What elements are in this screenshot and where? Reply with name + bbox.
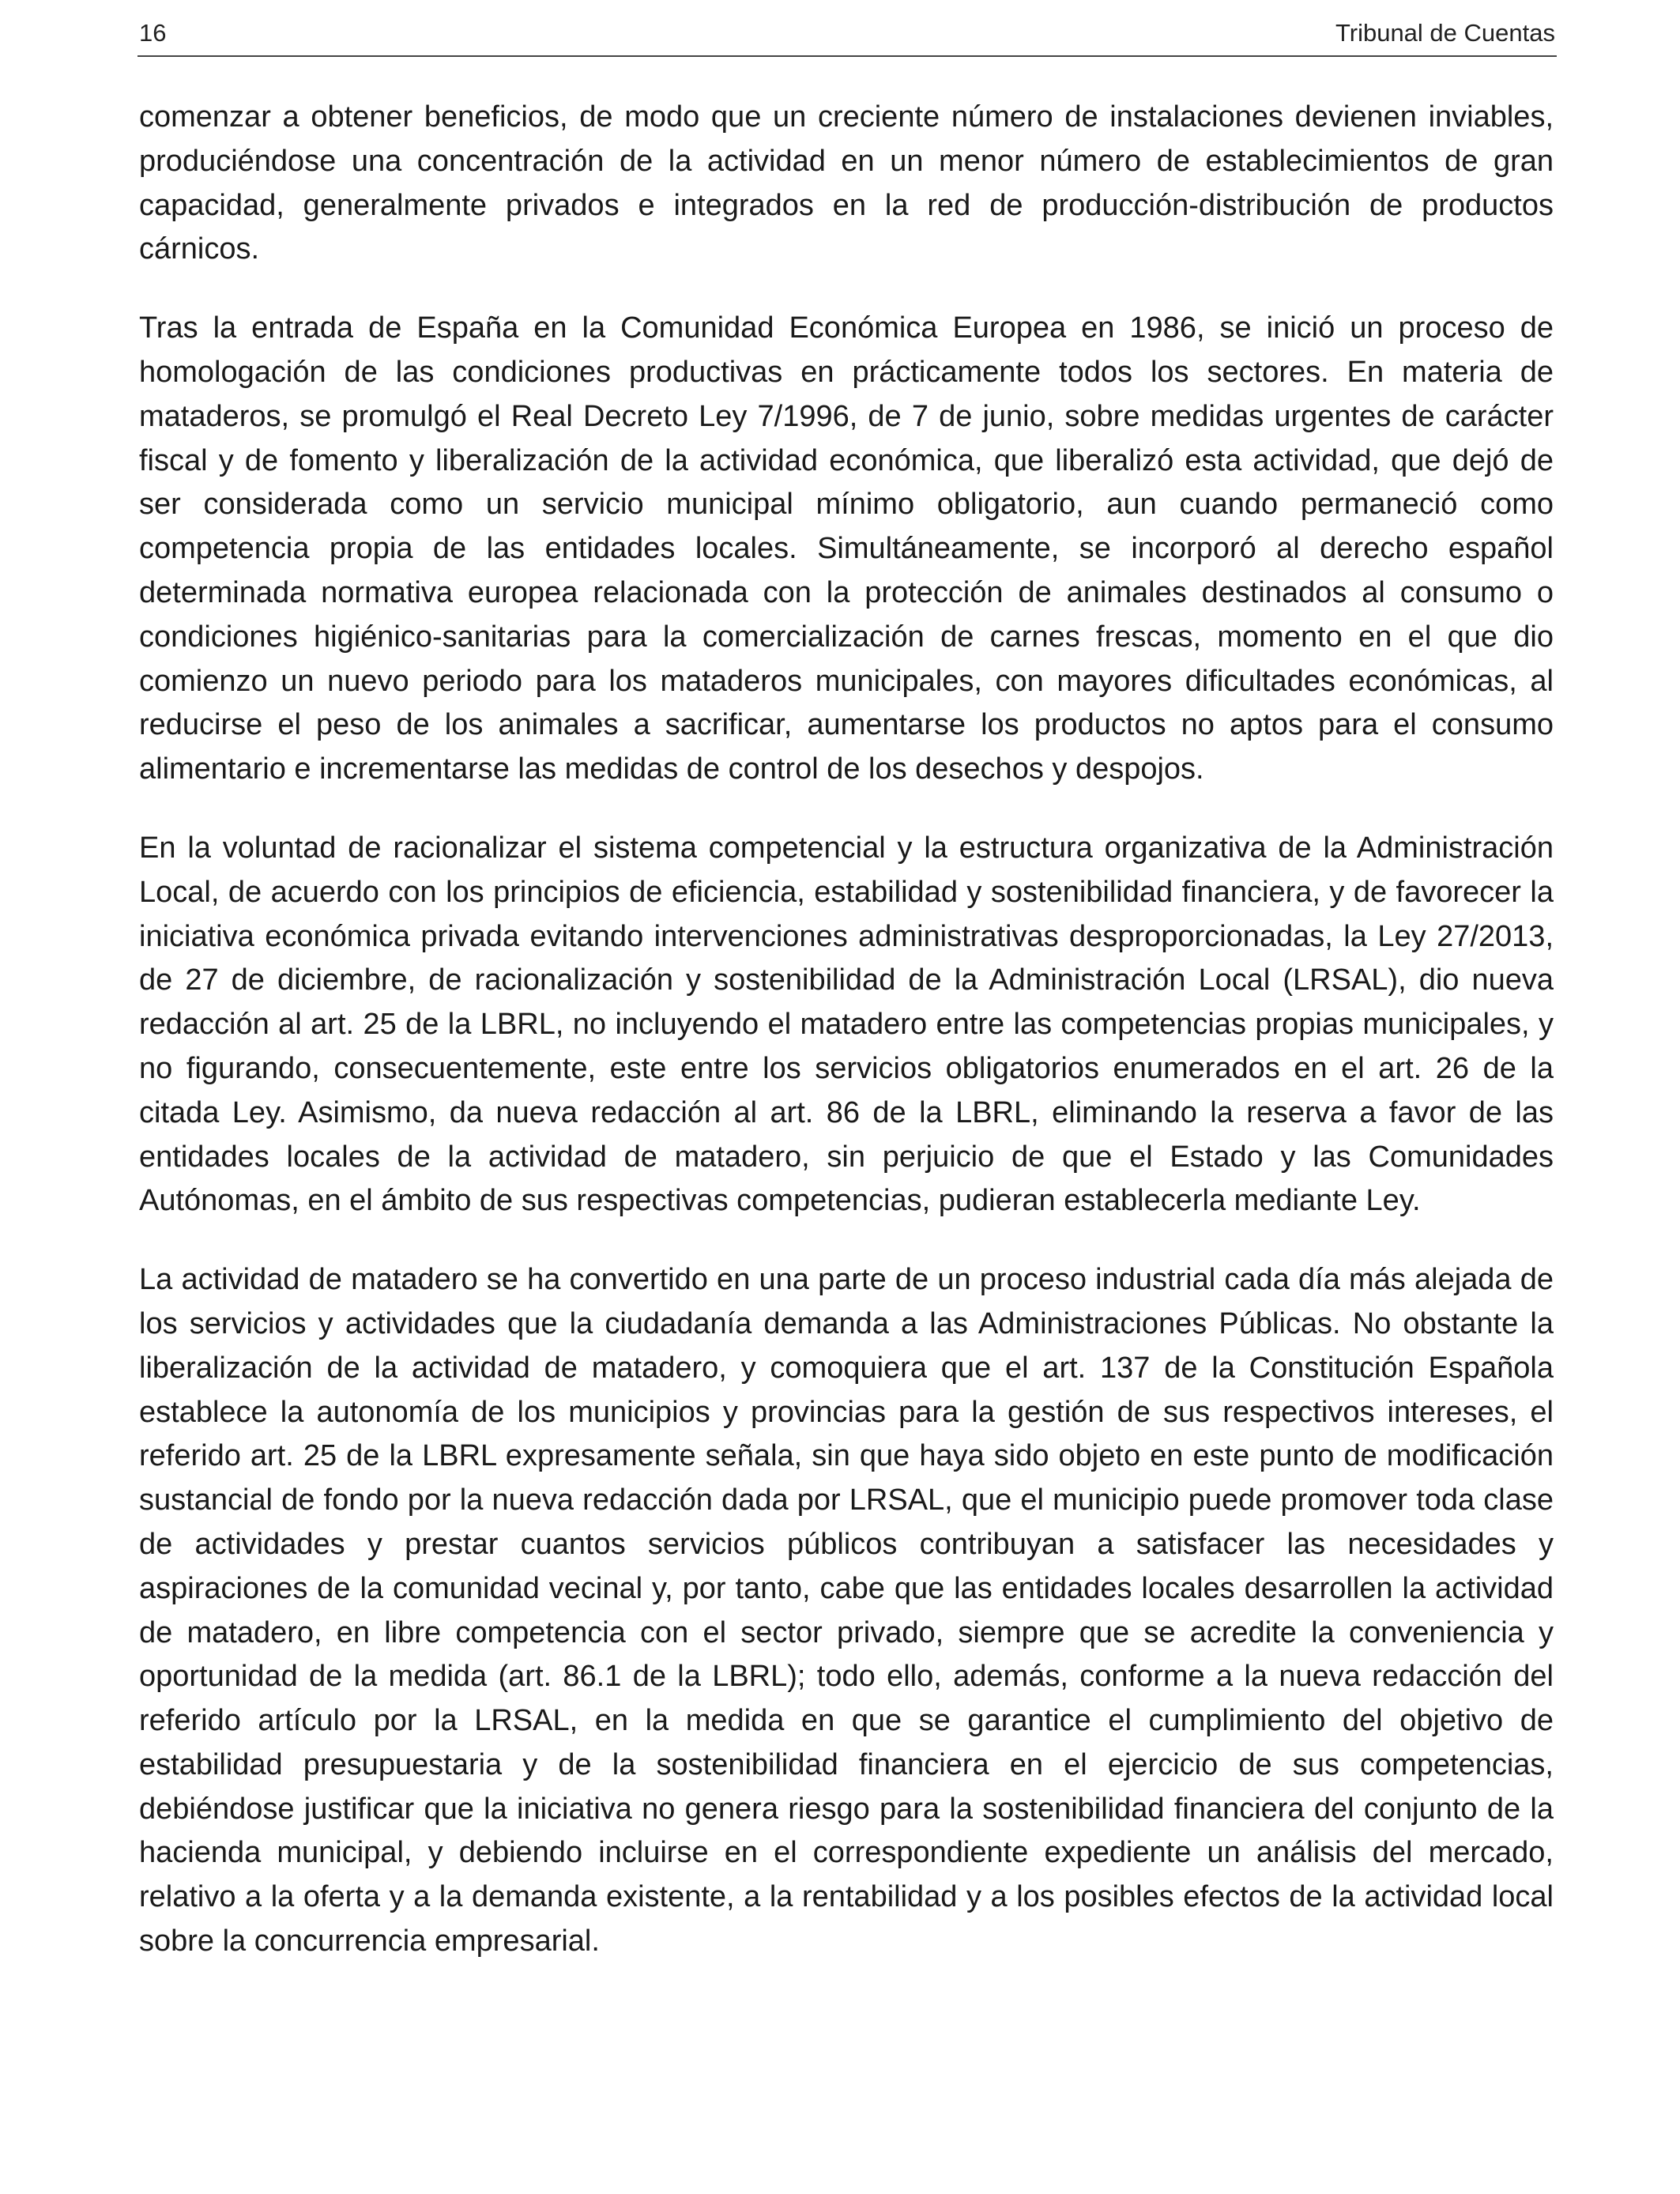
body-text: [139, 96, 1554, 1999]
paragraph-3: En la voluntad de racionalizar el sistema competencial y la estructura organizativa de la Administración Local, de acuerdo con los principios de eficiencia, estabilidad y sostenibilidad financiera, y de favorecer la iniciativa económica privada evitando intervenciones administrativas desproporcionadas, la Ley 27/2013, de 27 de diciembre, de racionalización y sostenibilidad de la Administración Local (LRSAL), dio nueva redacción al art. 25 de la LBRL, no incluyendo el matadero entre las competencias propias municipales, y no figurando, consecuentemente, este entre los servicios obligatorios enumerados en el art. 26 de la citada Ley. Asimismo, da nueva redacción al art. 86 de la LBRL, eliminando la reserva a favor de las entidades locales de la actividad de matadero, sin perjuicio de que el Estado y las Comunidades Autónomas, en el ámbito de sus respectivas competencias, pudieran establecerla mediante Ley.: [139, 831, 1554, 1218]
paragraph-4: La actividad de matadero se ha convertido en una parte de un proceso industrial cada día más alejada de los servicios y actividades que la ciudadanía demanda a las Administraciones Públicas. No obstante la liberalización de la actividad de matadero, y comoquiera que el art. 137 de la Constitución Española establece la autonomía de los municipios y provincias para la gestión de sus respectivos intereses, el referido art. 25 de la LBRL expresamente señala, sin que haya sido objeto en este punto de modificación sustancial de fondo por la nueva redacción dada por LRSAL, que el municipio puede promover toda clase de actividades y prestar cuantos servicios públicos contribuyan a satisfacer las necesidades y aspiraciones de la comunidad vecinal y, por tanto, cabe que las entidades locales desarrollen la actividad de matadero, en libre competencia con el sector privado, siempre que se acredite la conveniencia y oportunidad de la medida (art. 86.1 de la LBRL); todo ello, además, conforme a la nueva redacción del referido artículo por la LRSAL, en la medida en que se garantice el cumplimiento del objetivo de estabilidad presupuestaria y de la sostenibilidad financiera en el ejercicio de sus competencias, debiéndose justificar que la iniciativa no genera riesgo para la sostenibilidad financiera del conjunto de la hacienda municipal, y debiendo incluirse en el correspondiente expediente un análisis del mercado, relativo a la oferta y a la demanda existente, a la rentabilidad y a los posibles efectos de la actividad local sobre la concurrencia empresarial.: [139, 1263, 1554, 1958]
page-number: 16: [139, 19, 167, 47]
paragraph-1: comenzar a obtener beneficios, de modo que un creciente número de instalaciones devienen inviables, produciéndose una concentración de la actividad en un menor número de establecimientos de gran capacidad, generalmente privados e integrados en la red de producción-distribución de productos cárnicos.: [139, 100, 1554, 266]
running-title: Tribunal de Cuentas: [1335, 19, 1555, 47]
paragraph-2: Tras la entrada de España en la Comunidad Económica Europea en 1986, se inició un proceso de homologación de las condiciones productivas en prácticamente todos los sectores. En materia de mataderos, se promulgó el Real Decreto Ley 7/1996, de 7 de junio, sobre medidas urgentes de carácter fiscal y de fomento y liberalización de la actividad económica, que liberalizó esta actividad, que dejó de ser considerada como un servicio municipal mínimo obligatorio, aun cuando permaneció como competencia propia de las entidades locales. Simultáneamente, se incorporó al derecho español determinada normativa europea relacionada con la protección de animales destinados al consumo o condiciones higiénico-sanitarias para la comercialización de carnes frescas, momento en el que dio comienzo un nuevo periodo para los mataderos municipales, con mayores dificultades económicas, al reducirse el peso de los animales a sacrificar, aumentarse los productos no aptos para el consumo alimentario e incrementarse las medidas de control de los desechos y despojos.: [139, 311, 1554, 786]
page-header: [137, 14, 1557, 57]
